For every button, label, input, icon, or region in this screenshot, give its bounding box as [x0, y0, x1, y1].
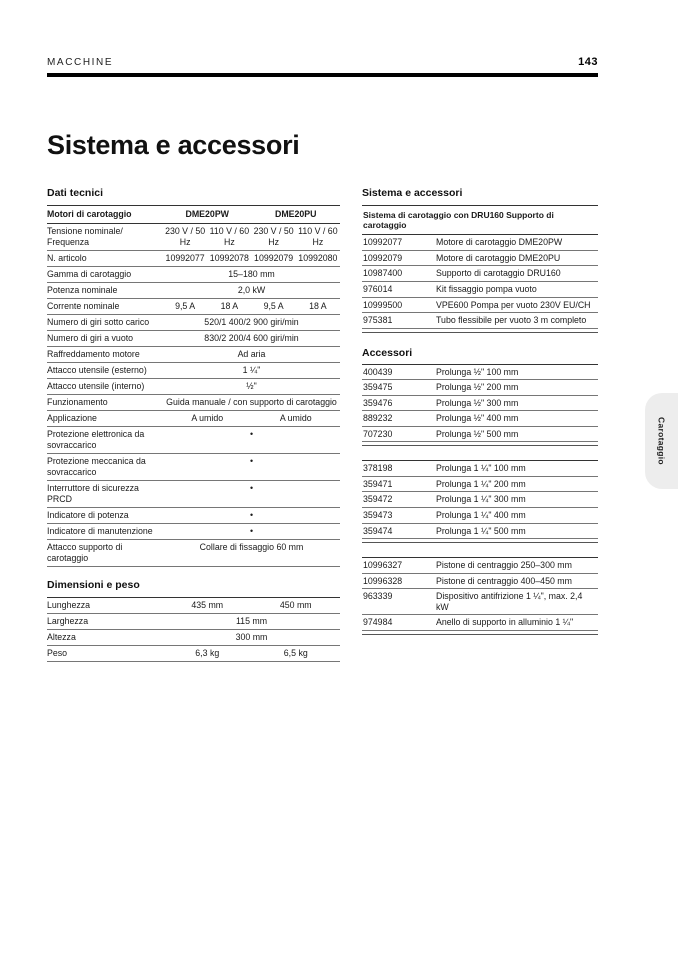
- accessory-row: [362, 558, 598, 574]
- spec-row: [47, 347, 340, 363]
- accessory-row: [362, 524, 598, 540]
- accessory-row: [362, 235, 598, 251]
- spec-row-label: Indicatore di potenza: [47, 509, 129, 520]
- spec-value: •: [249, 525, 254, 536]
- spec-row-values: [163, 526, 340, 537]
- article-number: 378198: [363, 463, 393, 474]
- spec-value: Collare di fissaggio 60 mm: [199, 541, 304, 552]
- spec-row: [47, 315, 340, 331]
- article-description: Prolunga 1 ¼" 400 mm: [436, 510, 526, 521]
- article-number: 359472: [363, 494, 393, 505]
- article-description: Kit fissaggio pompa vuoto: [436, 284, 537, 295]
- spec-row-label: Applicazione: [47, 412, 97, 423]
- article-number: 707230: [363, 428, 393, 439]
- spec-row-label: Potenza nominale: [47, 284, 118, 295]
- spec-value: A umido: [191, 412, 224, 423]
- spec-row: [47, 614, 340, 630]
- spec-value: 10992079: [254, 252, 294, 263]
- spec-value: 18 A: [309, 300, 327, 311]
- spec-row-values: [163, 269, 340, 280]
- article-description: Prolunga ½" 300 mm: [436, 397, 519, 408]
- accessory-row: [362, 615, 598, 631]
- spec-row: [47, 630, 340, 646]
- columns: [47, 187, 598, 662]
- spec-value: 6,3 kg: [195, 647, 220, 658]
- spec-row-values: [163, 365, 340, 376]
- spec-row: [47, 283, 340, 299]
- accessory-row: [362, 282, 598, 298]
- dimensions-section: [47, 579, 340, 662]
- spec-value: 830/2 200/4 600 giri/min: [204, 332, 299, 343]
- page-header: [47, 56, 598, 68]
- spec-row: [47, 379, 340, 395]
- spec-table-header-row: [47, 206, 340, 224]
- article-number: 974984: [363, 617, 393, 628]
- spec-row-values: [163, 542, 340, 564]
- accessory-row: [362, 365, 598, 381]
- article-number: 10992077: [363, 237, 403, 248]
- article-number: 359475: [363, 382, 393, 393]
- spec-row-values: [163, 632, 340, 643]
- spec-value: 9,5 A: [263, 300, 284, 311]
- accessory-row: [362, 266, 598, 282]
- spec-row-values: [163, 253, 340, 264]
- article-description: Prolunga 1 ¼" 300 mm: [436, 494, 526, 505]
- accessory-row: [362, 508, 598, 524]
- spec-row-label: Corrente nominale: [47, 300, 120, 311]
- spec-row-values: [163, 226, 340, 248]
- group-header: Sistema di carotaggio con DRU160 Supporto di carotaggio: [362, 206, 598, 235]
- article-number: 975381: [363, 315, 393, 326]
- accessory-group: [362, 364, 598, 447]
- spec-row: [47, 508, 340, 524]
- accessory-groups: [362, 205, 598, 635]
- side-tab-carotaggio: [645, 393, 678, 489]
- spec-row-values: [163, 483, 340, 505]
- spec-row-values: [163, 616, 340, 627]
- spec-header-model-1: DME20PW: [185, 209, 229, 219]
- accessory-row: [362, 411, 598, 427]
- spec-row-label: Indicatore di manutenzione: [47, 525, 153, 536]
- spec-table-body: [47, 224, 340, 567]
- accessory-row: [362, 477, 598, 493]
- spec-row-label: Attacco utensile (esterno): [47, 364, 147, 375]
- spec-value: 10992080: [298, 252, 338, 263]
- spec-row: [47, 251, 340, 267]
- accessory-row: [362, 589, 598, 615]
- spec-table: [47, 205, 340, 567]
- spec-row: [47, 395, 340, 411]
- header-rule: [47, 73, 598, 77]
- spec-header-model-2: DME20PU: [274, 209, 317, 219]
- spec-row-label: Numero di giri sotto carico: [47, 316, 150, 327]
- article-description: Prolunga 1 ¼" 200 mm: [436, 478, 526, 489]
- accessory-row: [362, 574, 598, 590]
- spec-row-values: [163, 456, 340, 478]
- article-description: Prolunga 1 ¼" 500 mm: [436, 525, 526, 536]
- accessory-row: [362, 492, 598, 508]
- spec-row-values: [163, 510, 340, 521]
- page-title: Sistema e accessori: [47, 130, 300, 160]
- spec-row: [47, 224, 340, 251]
- spec-row-values: [163, 413, 340, 424]
- spec-row-values: [163, 429, 340, 451]
- spec-value: 230 V / 50 Hz: [253, 225, 294, 247]
- article-description: Motore di carotaggio DME20PW: [436, 237, 563, 248]
- article-description: VPE600 Pompa per vuoto 230V EU/CH: [436, 299, 591, 310]
- spec-row-label: Peso: [47, 647, 68, 658]
- spec-value: 300 mm: [235, 631, 268, 642]
- spec-value: 115 mm: [235, 615, 268, 626]
- article-description: Prolunga ½" 100 mm: [436, 366, 519, 377]
- article-number: 400439: [363, 366, 393, 377]
- spec-value: •: [249, 482, 254, 493]
- article-number: 359471: [363, 478, 393, 489]
- spec-row: [47, 411, 340, 427]
- spec-value: Ad aria: [237, 348, 266, 359]
- page-number: 143: [578, 56, 598, 68]
- spec-row-values: [163, 317, 340, 328]
- spec-row-label: Numero di giri a vuoto: [47, 332, 134, 343]
- spec-value: ½": [246, 380, 257, 391]
- article-number: 10996327: [363, 560, 403, 571]
- spec-value: 18 A: [220, 300, 239, 311]
- spec-value: A umido: [279, 412, 312, 423]
- section-title-dimensioni: Dimensioni e peso: [47, 578, 140, 591]
- spec-header-label: Motori di carotaggio: [47, 209, 132, 219]
- spec-row-label: Altezza: [47, 631, 76, 642]
- article-number: 10987400: [363, 268, 403, 279]
- accessory-row: [362, 427, 598, 443]
- spec-row: [47, 299, 340, 315]
- spec-row: [47, 454, 340, 481]
- spec-row-values: [163, 600, 340, 611]
- accessory-row: [362, 461, 598, 477]
- spec-value: Guida manuale / con supporto di carotaggio: [166, 396, 337, 407]
- spec-row-label: Larghezza: [47, 615, 89, 626]
- article-number: 976014: [363, 284, 393, 295]
- spec-value: 435 mm: [191, 599, 224, 610]
- spec-row-values: [163, 333, 340, 344]
- spec-row-label: Funzionamento: [47, 396, 108, 407]
- spec-row: [47, 646, 340, 662]
- accessory-row: [362, 380, 598, 396]
- spec-row-label: Interruttore di sicurezza PRCD: [47, 482, 139, 504]
- article-number: 10992079: [363, 252, 403, 263]
- article-description: Dispositivo antifrizione 1 ¼", max. 2,4 kW: [436, 591, 583, 612]
- spec-row: [47, 363, 340, 379]
- spec-row-label: Raffreddamento motore: [47, 348, 140, 359]
- side-tab-label: Carotaggio: [656, 417, 667, 465]
- group-section-title: Accessori: [362, 346, 413, 359]
- accessory-row: [362, 313, 598, 329]
- spec-row-values: [163, 397, 340, 408]
- accessory-group: [362, 205, 598, 333]
- article-number: 963339: [363, 591, 393, 602]
- accessory-row: [362, 396, 598, 412]
- spec-row: [47, 598, 340, 614]
- article-description: Prolunga ½" 400 mm: [436, 413, 519, 424]
- article-number: 359476: [363, 397, 393, 408]
- spec-row: [47, 481, 340, 508]
- article-description: Prolunga 1 ¼" 100 mm: [436, 463, 526, 474]
- spec-value: 6,5 kg: [283, 647, 308, 658]
- right-column: [362, 187, 598, 649]
- spec-row: [47, 267, 340, 283]
- article-number: 359473: [363, 510, 393, 521]
- spec-row-label: Protezione elettronica da sovraccarico: [47, 428, 145, 450]
- spec-row: [47, 524, 340, 540]
- spec-row-label: Attacco supporto di carotaggio: [47, 541, 123, 563]
- accessory-row: [362, 298, 598, 314]
- article-description: Pistone di centraggio 400–450 mm: [436, 575, 572, 586]
- spec-row-label: Protezione meccanica da sovraccarico: [47, 455, 146, 477]
- dimensions-table: [47, 597, 340, 662]
- header-category: MACCHINE: [47, 57, 114, 68]
- spec-value: 450 mm: [279, 599, 312, 610]
- article-description: Supporto di carotaggio DRU160: [436, 268, 561, 279]
- spec-header-models: [163, 209, 340, 220]
- spec-row-values: [163, 285, 340, 296]
- spec-row: [47, 427, 340, 454]
- article-description: Tubo flessibile per vuoto 3 m completo: [436, 315, 587, 326]
- article-number: 10996328: [363, 575, 403, 586]
- article-number: 10999500: [363, 299, 403, 310]
- section-title-dati-tecnici: Dati tecnici: [47, 187, 104, 199]
- spec-value: •: [249, 428, 254, 439]
- spec-row-label: Gamma di carotaggio: [47, 268, 132, 279]
- article-number: 359474: [363, 525, 393, 536]
- article-description: Pistone di centraggio 250–300 mm: [436, 560, 572, 571]
- article-description: Prolunga ½" 200 mm: [436, 382, 519, 393]
- spec-value: 1 ¼": [242, 364, 261, 375]
- article-description: Motore di carotaggio DME20PU: [436, 252, 561, 263]
- article-description: Prolunga ½" 500 mm: [436, 428, 519, 439]
- spec-row-label: Lunghezza: [47, 599, 91, 610]
- spec-row-values: [163, 301, 340, 312]
- left-column: [47, 187, 340, 662]
- section-title-sistema: Sistema e accessori: [362, 187, 463, 199]
- spec-row-values: [163, 381, 340, 392]
- spec-value: 110 V / 60 Hz: [209, 225, 250, 247]
- spec-row-label: N. articolo: [47, 252, 87, 263]
- spec-value: 9,5 A: [175, 300, 196, 311]
- spec-row-label: Tensione nominale/ Frequenza: [47, 225, 123, 247]
- accessory-group: [362, 557, 598, 635]
- spec-row-values: [163, 648, 340, 659]
- spec-value: •: [249, 509, 254, 520]
- spec-value: •: [249, 455, 254, 466]
- spec-value: 2,0 kW: [237, 284, 266, 295]
- spec-row-label: Attacco utensile (interno): [47, 380, 145, 391]
- spec-row-values: [163, 349, 340, 360]
- spec-value: 10992077: [165, 252, 205, 263]
- spec-value: 230 V / 50 Hz: [165, 225, 206, 247]
- accessory-group: [362, 460, 598, 543]
- accessory-row: [362, 251, 598, 267]
- spec-value: 15–180 mm: [228, 268, 275, 279]
- article-description: Anello di supporto in alluminio 1 ¼": [436, 617, 574, 628]
- spec-row: [47, 331, 340, 347]
- spec-row: [47, 540, 340, 567]
- article-number: 889232: [363, 413, 393, 424]
- spec-value: 110 V / 60 Hz: [298, 225, 338, 247]
- spec-value: 10992078: [209, 252, 249, 263]
- spec-value: 520/1 400/2 900 giri/min: [204, 316, 299, 327]
